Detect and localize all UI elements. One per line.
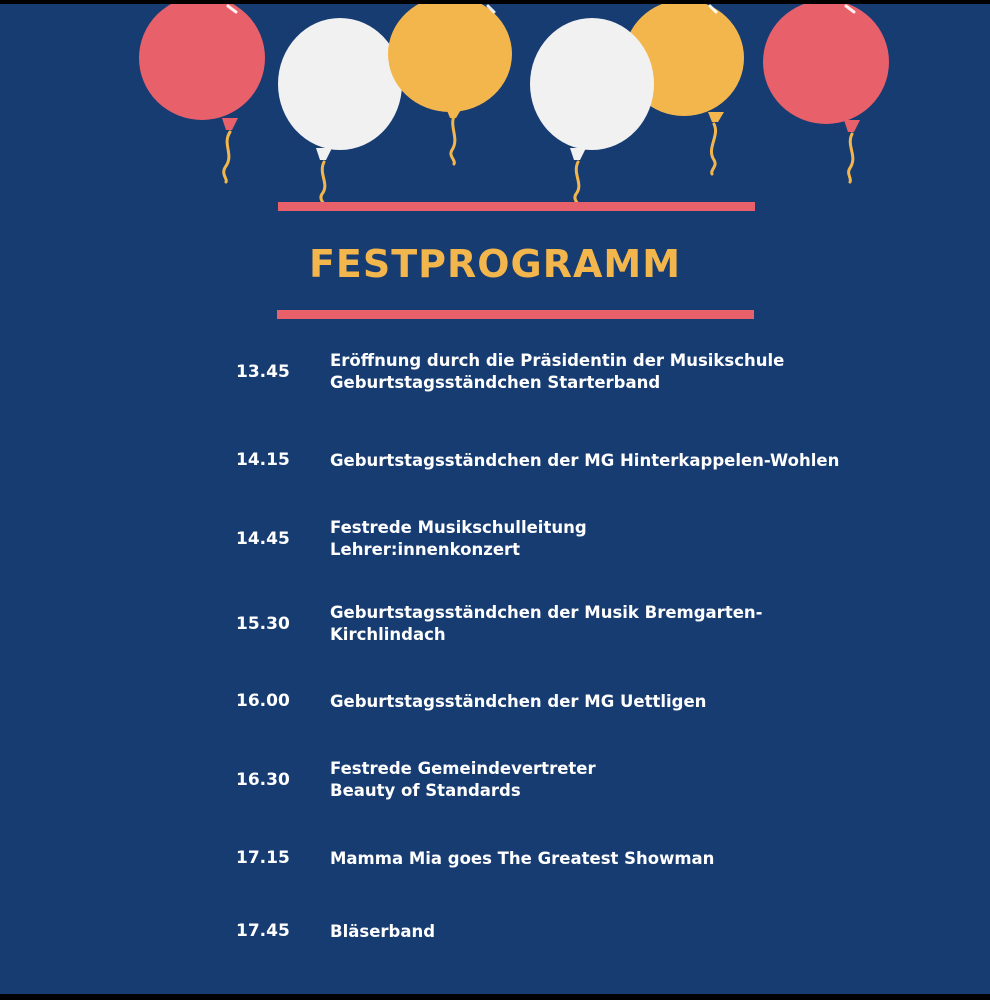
balloon-white-1: [278, 18, 402, 160]
program-time: 16.00: [236, 691, 290, 711]
top-divider: [278, 202, 755, 211]
program-time: 16.30: [236, 770, 290, 790]
program-time: 14.45: [236, 529, 290, 549]
balloons-illustration: [0, 4, 990, 214]
program-line: Festrede Musikschulleitung: [330, 518, 587, 537]
program-line: Geburtstagsständchen der MG Hinterkappelen-Wohlen: [330, 451, 840, 470]
program-description: [330, 691, 890, 713]
program-line: Eröffnung durch die Präsidentin der Musikschule: [330, 351, 785, 370]
program-time: 17.45: [236, 921, 290, 941]
program-description: [330, 921, 890, 943]
program-line: Kirchlindach: [330, 625, 446, 644]
program-description: [330, 848, 890, 870]
program-description: [330, 758, 890, 802]
program-line: Geburtstagsständchen der MG Uettligen: [330, 692, 707, 711]
balloon-red-1: [139, 4, 265, 130]
page-title: FESTPROGRAMM: [308, 242, 682, 286]
program-time: 14.15: [236, 450, 290, 470]
program-line: Mamma Mia goes The Greatest Showman: [330, 849, 715, 868]
program-line: Beauty of Standards: [330, 781, 521, 800]
balloon-red-2: [763, 4, 889, 132]
program-line: Geburtstagsständchen der Musik Bremgarten-: [330, 603, 763, 622]
program-description: [330, 517, 890, 561]
program-line: Festrede Gemeindevertreter: [330, 759, 596, 778]
balloon-white-2: [530, 18, 654, 160]
program-time: 15.30: [236, 614, 290, 634]
program-description: [330, 602, 890, 646]
bottom-divider: [277, 310, 754, 319]
program-description: [330, 350, 890, 394]
program-description: [330, 450, 890, 472]
program-time: 17.15: [236, 848, 290, 868]
program-time: 13.45: [236, 362, 290, 382]
balloon-yellow-1: [388, 4, 512, 118]
program-line: Geburtstagsständchen Starterband: [330, 373, 661, 392]
program-line: Lehrer:innenkonzert: [330, 540, 521, 559]
program-line: Bläserband: [330, 922, 436, 941]
